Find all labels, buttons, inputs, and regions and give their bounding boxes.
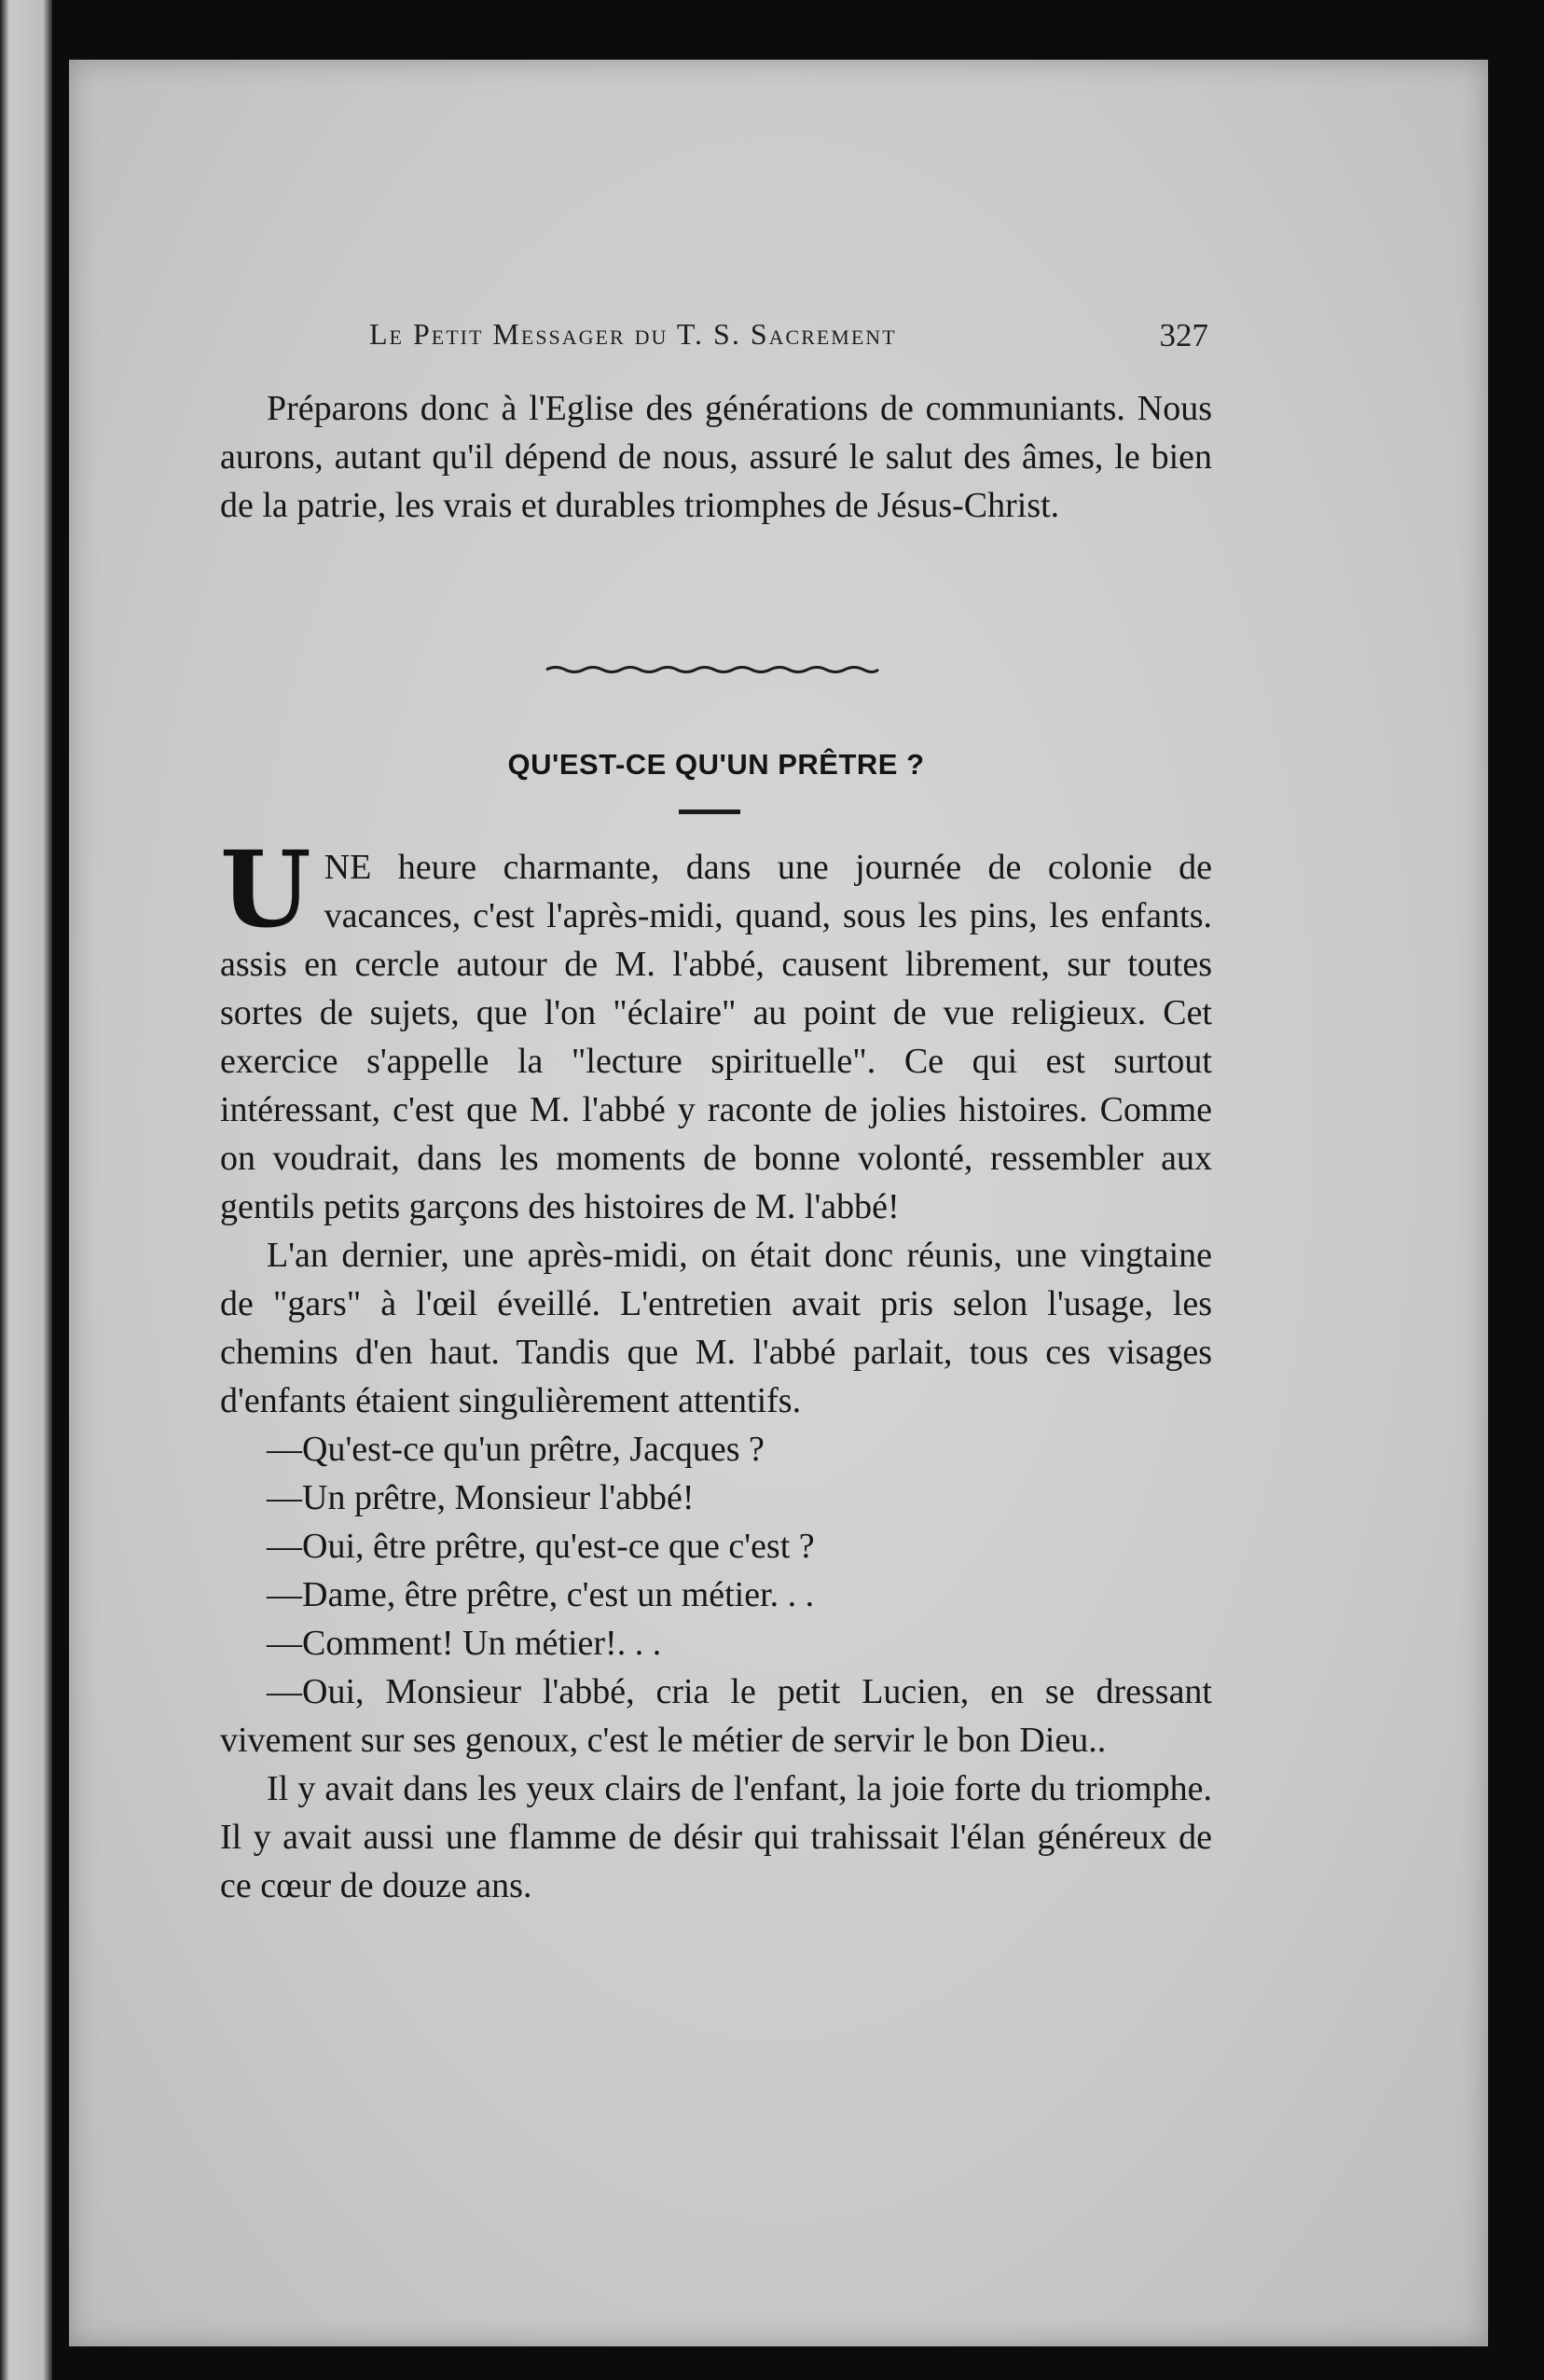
first-paragraph xyxy=(220,829,1212,1231)
intro-text-block xyxy=(220,384,1212,530)
journal-title: Le Petit Messager du T. S. Sacrement xyxy=(369,317,897,351)
second-paragraph: L'an dernier, une après-midi, on était donc réunis, une vingtaine de "gars" à l'œil éveillé. L'entretien avait pris selon l'usage, les chemins d'en haut. Tandis que M. l'abbé parlait, tous ces visages d'enfants étaient singulièrement attentifs. xyxy=(220,1236,1212,1420)
section-divider-rule xyxy=(545,662,880,677)
title-underline xyxy=(679,809,740,814)
scan-left-edge xyxy=(0,0,52,2380)
dialogue-line: —Oui, être prêtre, qu'est-ce que c'est ? xyxy=(267,1527,815,1566)
running-header xyxy=(369,317,1208,364)
intro-paragraph: Préparons donc à l'Eglise des générations de communiants. Nous aurons, autant qu'il dépend de nous, assuré le salut des âmes, le bien de la patrie, les vrais et durables triomphes de Jésus-Christ. xyxy=(220,389,1212,525)
first-paragraph-text: NE heure charmante, dans une journée de colonie de vacances, c'est l'après-midi, quand, sous les pins, les enfants. assis en cercle autour de M. l'abbé, causent librement, sur toutes sortes de sujets, que l'on "éclaire" au point de vue religieux. Cet exercice s'appelle la "lecture spirituelle". Ce qui est surtout intéressant, c'est que M. l'abbé y raconte de jolies histoires. Comme on voudrait, dans les moments de bonne volonté, ressembler aux gentils petits garçons des histoires de M. l'abbé! xyxy=(220,848,1212,1226)
dialogue-line: —Oui, Monsieur l'abbé, cria le petit Lucien, en se dressant vivement sur ses genoux, c'est le métier de servir le bon Dieu.. xyxy=(220,1672,1212,1760)
page-number: 327 xyxy=(1159,317,1208,353)
dialogue-line: —Comment! Un métier!. . . xyxy=(267,1624,662,1663)
article-body xyxy=(220,829,1212,1910)
dialogue-line: —Dame, être prêtre, c'est un métier. . . xyxy=(267,1575,815,1614)
dialogue-line: —Un prêtre, Monsieur l'abbé! xyxy=(267,1478,695,1517)
last-paragraph: Il y avait dans les yeux clairs de l'enfant, la joie forte du triomphe. Il y avait aussi une flamme de désir qui trahissait l'élan généreux de ce cœur de douze ans. xyxy=(220,1769,1212,1905)
dialogue-block xyxy=(220,1425,1212,1764)
dialogue-line: —Qu'est-ce qu'un prêtre, Jacques ? xyxy=(267,1430,765,1469)
article-title: QU'EST-CE QU'UN PRÊTRE ? xyxy=(507,748,925,781)
drop-cap-initial: U xyxy=(220,829,311,951)
